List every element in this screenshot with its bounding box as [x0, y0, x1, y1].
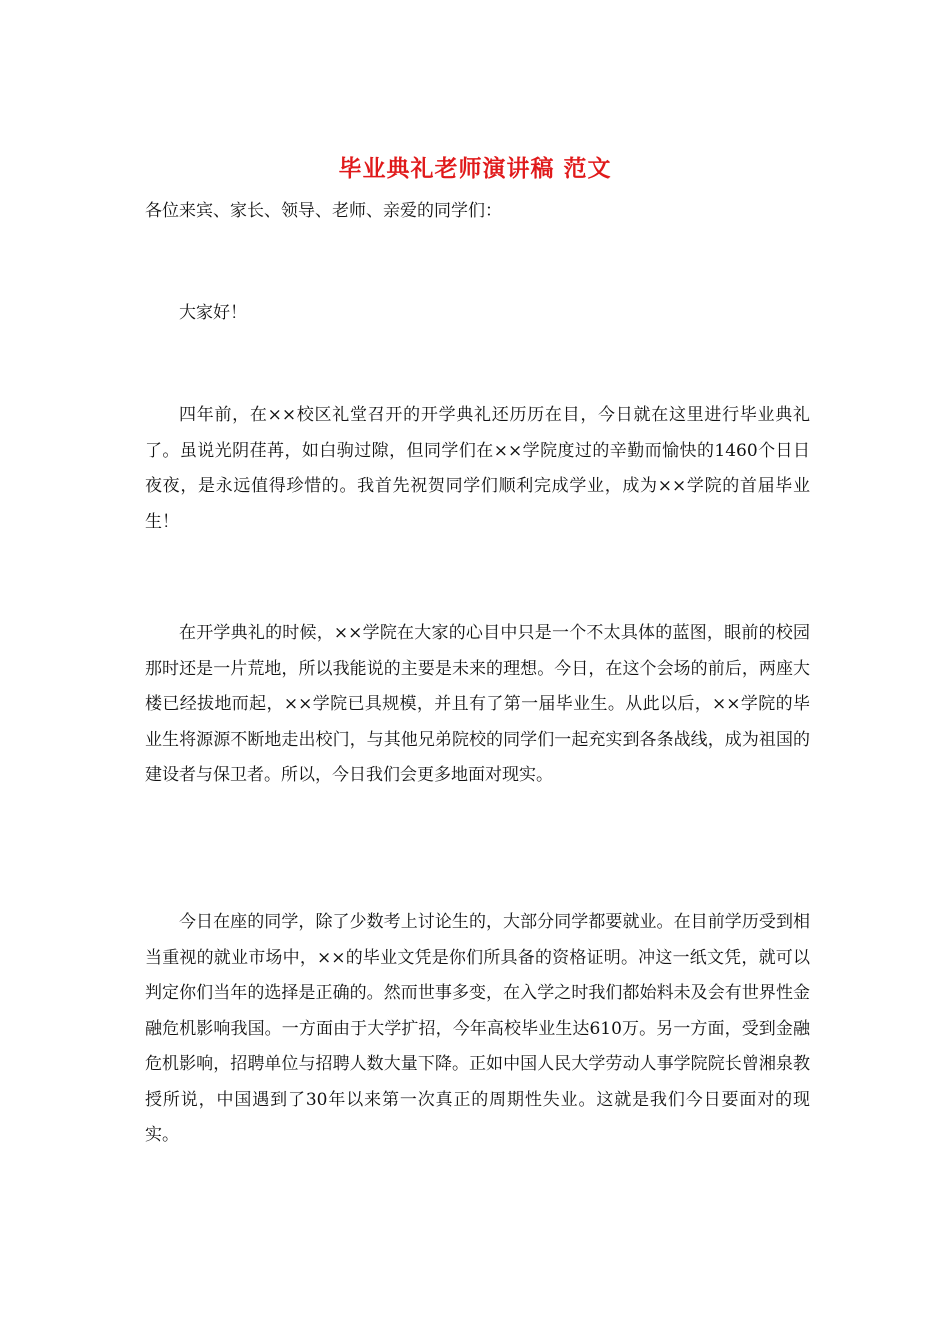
- greeting: 大家好！: [179, 303, 247, 323]
- paragraph-3: 今日在座的同学，除了少数考上讨论生的，大部分同学都要就业。在目前学历受到相当重视的就业市场中，××的毕业文凭是你们所具备的资格证明。冲这一纸文凭，就可以判定你们当年的选择是正确的。然而世事多变，在入学之时我们都始料未及会有世界性金融危机影响我国。一方面由于大学扩招，今年高校毕业生达610万。另一方面，受到金融危机影响，招聘单位与招聘人数大量下降。正如中国人民大学劳动人事学院院长曾湘泉教授所说，中国遇到了30年以来第一次真正的周期性失业。这就是我们今日要面对的现实。: [145, 912, 810, 1145]
- salutation: 各位来宾、家长、领导、老师、亲爱的同学们：: [145, 201, 502, 221]
- paragraph-1: 四年前，在××校区礼堂召开的开学典礼还历历在目，今日就在这里进行毕业典礼了。虽说光阴荏苒，如白驹过隙，但同学们在××学院度过的辛勤而愉快的1460个日日夜夜，是永远值得珍惜的。我首先祝贺同学们顺利完成学业，成为××学院的首届毕业生！: [145, 405, 810, 532]
- document-title: 毕业典礼老师演讲稿 范文: [338, 155, 612, 182]
- paragraph-2: 在开学典礼的时候，××学院在大家的心目中只是一个不太具体的蓝图，眼前的校园那时还是一片荒地，所以我能说的主要是未来的理想。今日，在这个会场的前后，两座大楼已经拔地而起，××学院已具规模，并且有了第一届毕业生。从此以后，××学院的毕业生将源源不断地走出校门，与其他兄弟院校的同学们一起充实到各条战线，成为祖国的建设者与保卫者。所以，今日我们会更多地面对现实。: [145, 623, 810, 785]
